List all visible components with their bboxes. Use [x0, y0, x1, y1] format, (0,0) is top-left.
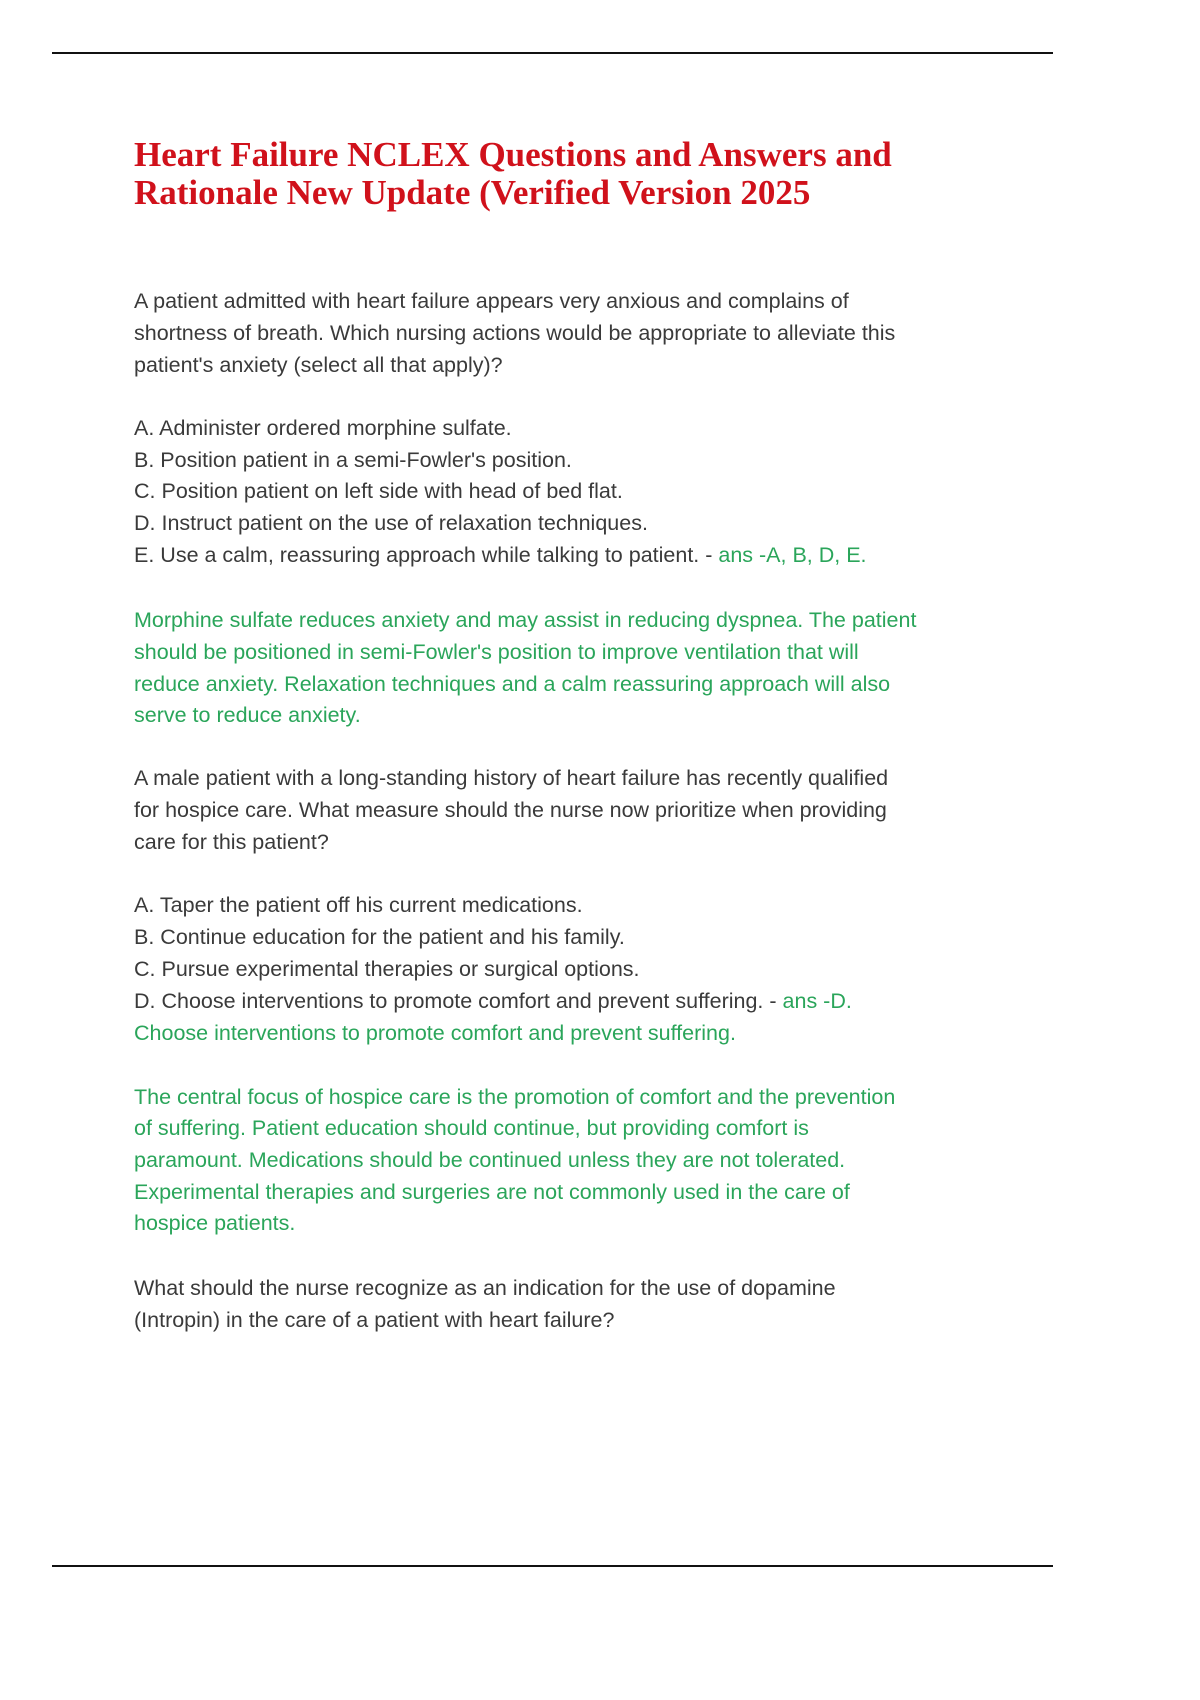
q1-rationale: should be positioned in semi-Fowler's position to improve ventilation that will [134, 640, 859, 664]
q2-rationale: The central focus of hospice care is the promotion of comfort and the prevention [134, 1085, 896, 1109]
q1-option-b: B. Position patient in a semi-Fowler's position. [134, 448, 572, 472]
q1-rationale: Morphine sulfate reduces anxiety and may assist in reducing dyspnea. The patient [134, 608, 917, 632]
question-2-text: care for this patient? [134, 830, 329, 854]
q2-answer: ans -D. [782, 989, 852, 1013]
q2-option-c: C. Pursue experimental therapies or surgical options. [134, 957, 640, 981]
q2-option-b: B. Continue education for the patient and his family. [134, 925, 625, 949]
document-title-line: Rationale New Update (Verified Version 2025 [134, 173, 811, 212]
question-2-text: for hospice care. What measure should the nurse now prioritize when providing [134, 798, 887, 822]
document-title-line: Heart Failure NCLEX Questions and Answers and [134, 135, 892, 174]
q1-option-e-line [134, 540, 867, 570]
q1-rationale: reduce anxiety. Relaxation techniques and a calm reassuring approach will also [134, 672, 891, 696]
q2-option-a: A. Taper the patient off his current medications. [134, 893, 583, 917]
q1-option-e: E. Use a calm, reassuring approach while talking to patient. - [134, 543, 719, 567]
q1-option-a: A. Administer ordered morphine sulfate. [134, 416, 512, 440]
question-1-text: A patient admitted with heart failure appears very anxious and complains of [134, 289, 849, 313]
question-3-text: What should the nurse recognize as an indication for the use of dopamine [134, 1276, 836, 1300]
question-2-text: A male patient with a long-standing history of heart failure has recently qualified [134, 766, 889, 790]
q2-rationale: hospice patients. [134, 1211, 296, 1235]
question-3-text: (Intropin) in the care of a patient with heart failure? [134, 1308, 615, 1332]
q1-answer: ans -A, B, D, E. [718, 543, 867, 567]
q2-rationale: of suffering. Patient education should continue, but providing comfort is [134, 1116, 809, 1140]
bottom-rule [52, 1565, 1053, 1567]
question-1-text: shortness of breath. Which nursing actions would be appropriate to alleviate this [134, 321, 896, 345]
q1-rationale: serve to reduce anxiety. [134, 703, 361, 727]
q1-option-d: D. Instruct patient on the use of relaxation techniques. [134, 511, 648, 535]
question-1-text: patient's anxiety (select all that apply)? [134, 353, 503, 377]
q2-rationale: Experimental therapies and surgeries are not commonly used in the care of [134, 1180, 850, 1204]
top-rule [52, 52, 1053, 54]
q2-option-d: D. Choose interventions to promote comfort and prevent suffering. - [134, 989, 783, 1013]
q1-option-c: C. Position patient on left side with head of bed flat. [134, 479, 623, 503]
q2-rationale: paramount. Medications should be continued unless they are not tolerated. [134, 1148, 846, 1172]
q2-answer-continued: Choose interventions to promote comfort and prevent suffering. [134, 1021, 736, 1045]
q2-option-d-line [134, 986, 852, 1016]
